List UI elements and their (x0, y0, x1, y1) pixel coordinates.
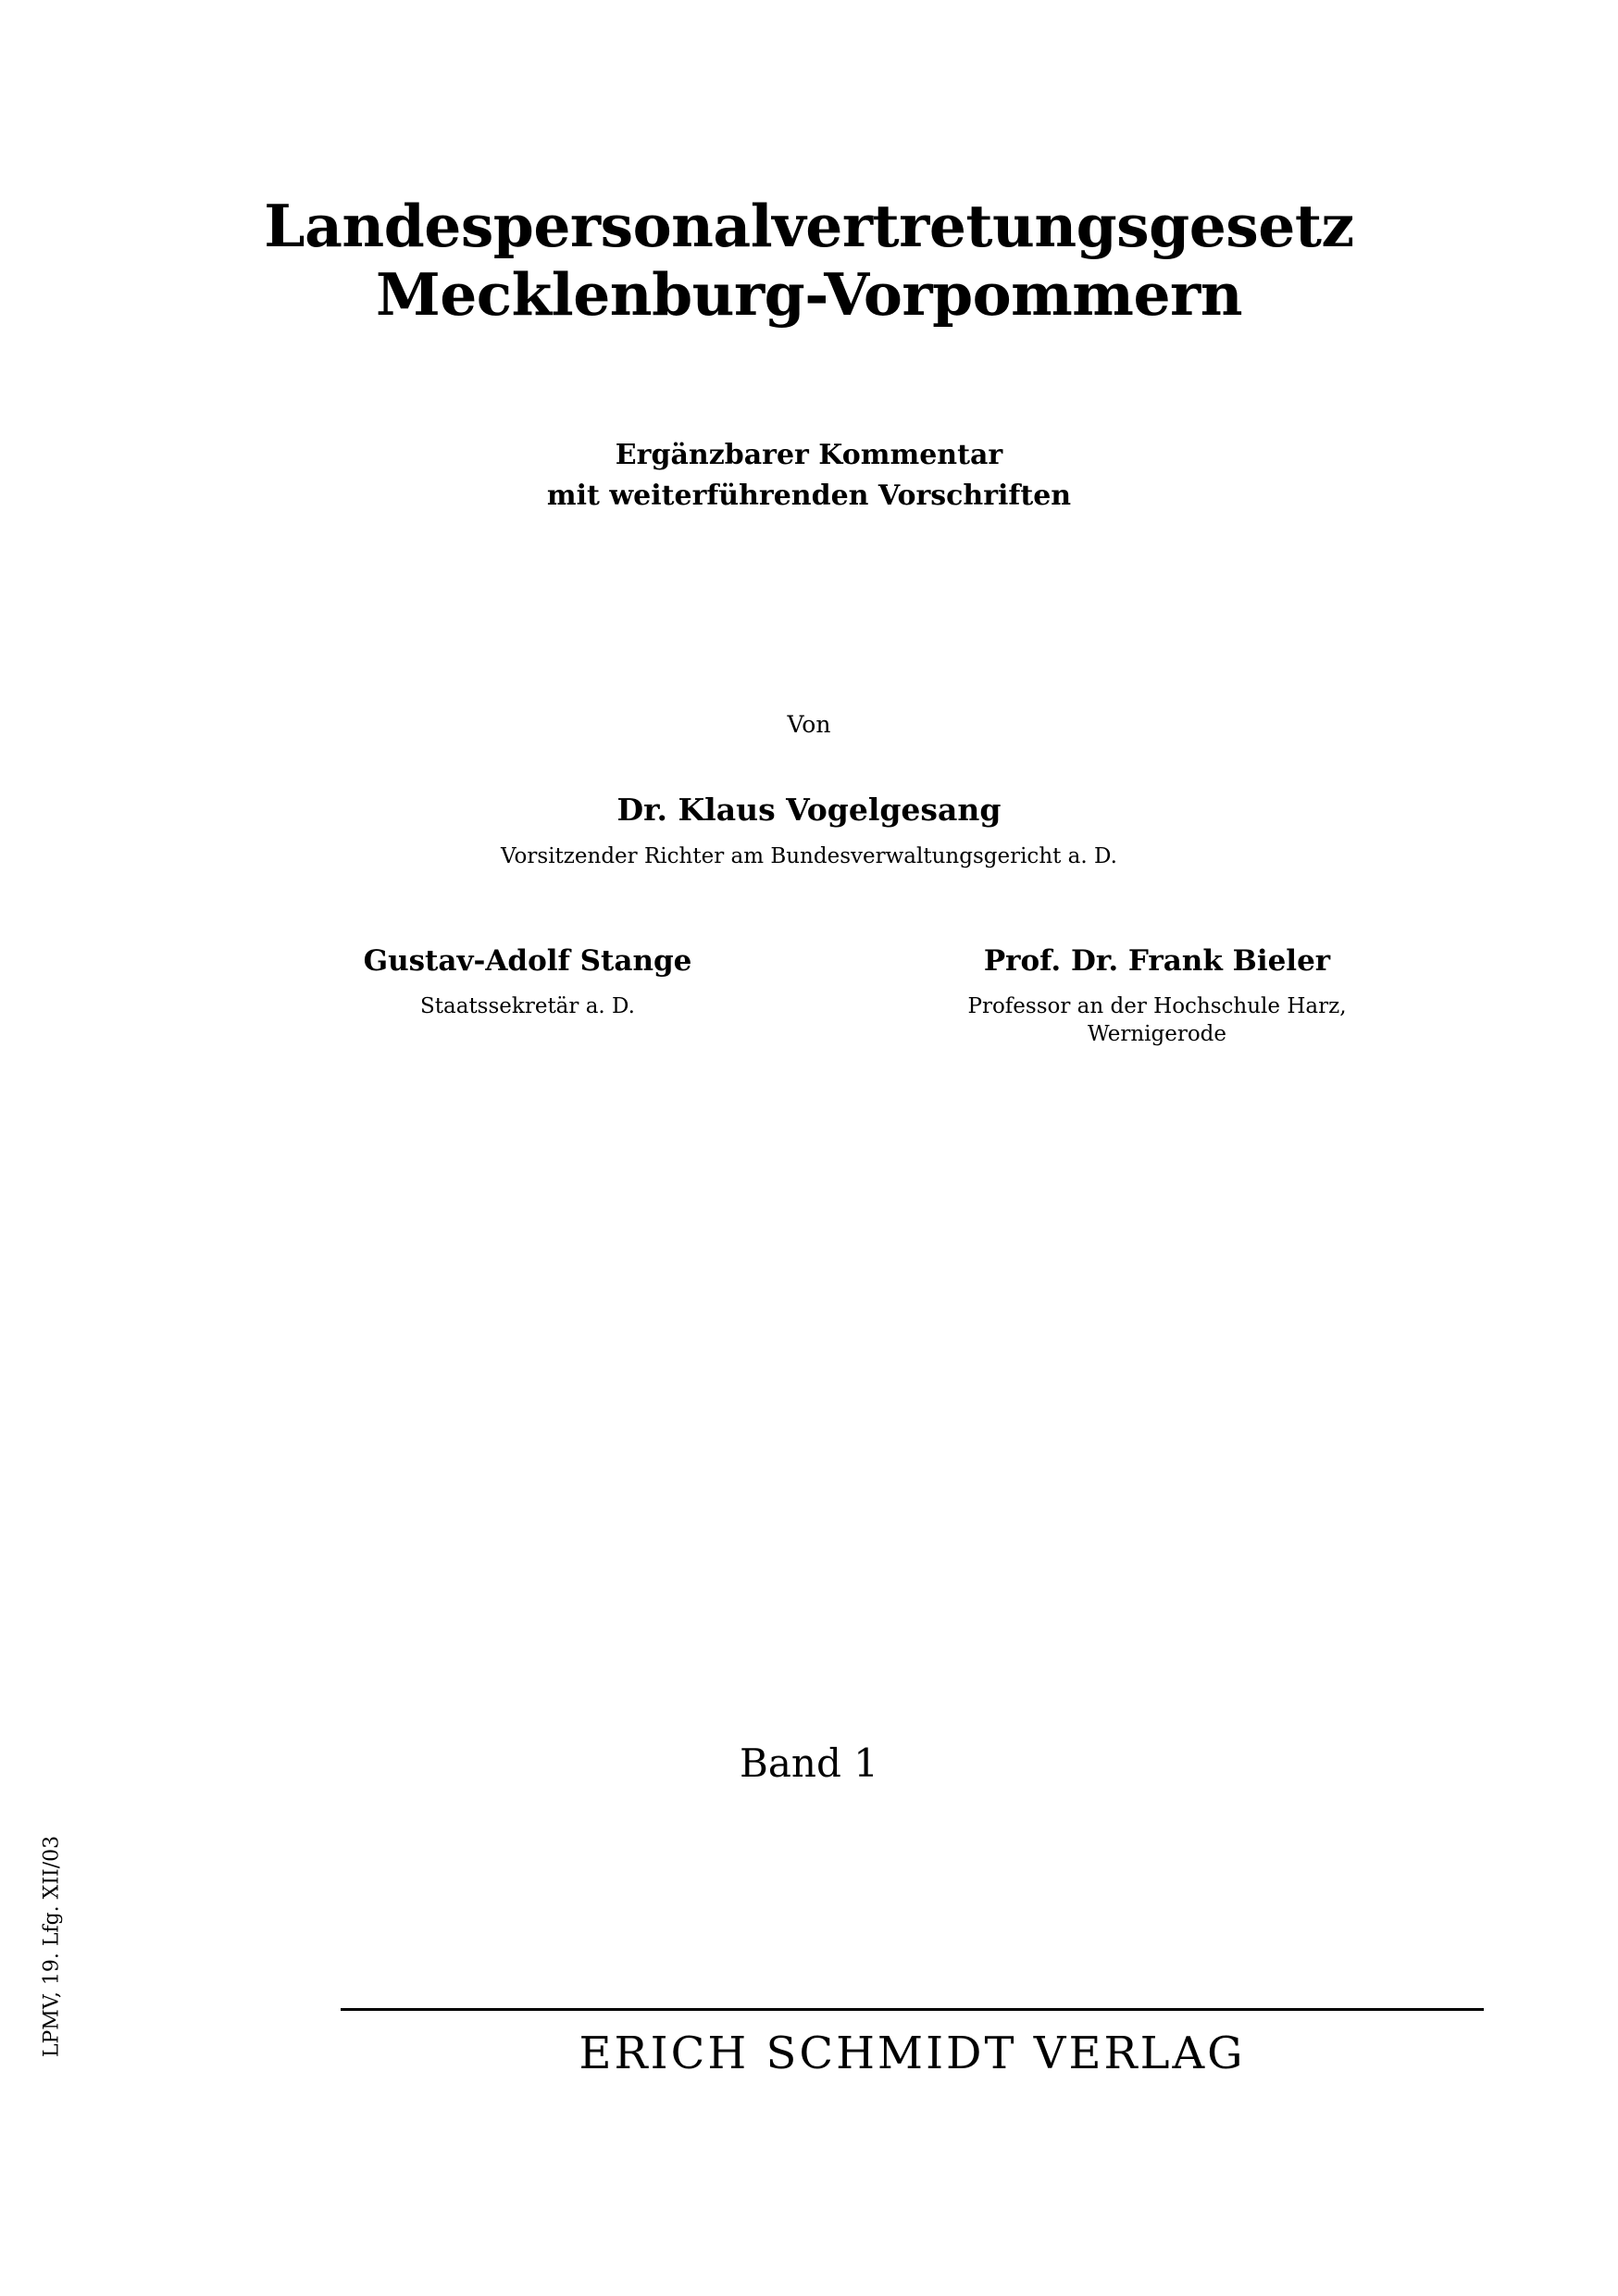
book-subtitle-line-1: Ergänzbarer Kommentar (615, 439, 1003, 471)
book-title-line-1: Landespersonalvertretungsgesetz (264, 192, 1354, 260)
edition-side-note: LPMV, 19. Lfg. XII/03 (40, 1835, 64, 2058)
main-author-name: Dr. Klaus Vogelgesang (616, 792, 1002, 828)
coauthor-item (898, 944, 1416, 1049)
book-title (0, 193, 1618, 329)
coauthor-role: Professor an der Hochschule Harz, Wernigerode (967, 994, 1347, 1047)
coauthor-name: Gustav-Adolf Stange (363, 944, 692, 978)
publisher-name: ERICH SCHMIDT VERLAG (579, 2028, 1246, 2079)
coauthor-role: Staatssekretär a. D. (420, 994, 635, 1019)
authors-by-label: Von (787, 711, 831, 738)
book-title-line-2: Mecklenburg-Vorpommern (375, 259, 1243, 329)
coauthor-name: Prof. Dr. Frank Bieler (983, 944, 1331, 978)
publisher-divider (341, 2008, 1484, 2011)
coauthor-list (268, 944, 1416, 1049)
volume-label: Band 1 (740, 1741, 878, 1786)
book-subtitle (0, 435, 1618, 516)
book-subtitle-line-2: mit weiterführenden Vorschriften (546, 479, 1072, 512)
main-author-role: Vorsitzender Richter am Bundesverwaltungsgericht a. D. (501, 844, 1117, 868)
coauthor-item (268, 944, 787, 1021)
